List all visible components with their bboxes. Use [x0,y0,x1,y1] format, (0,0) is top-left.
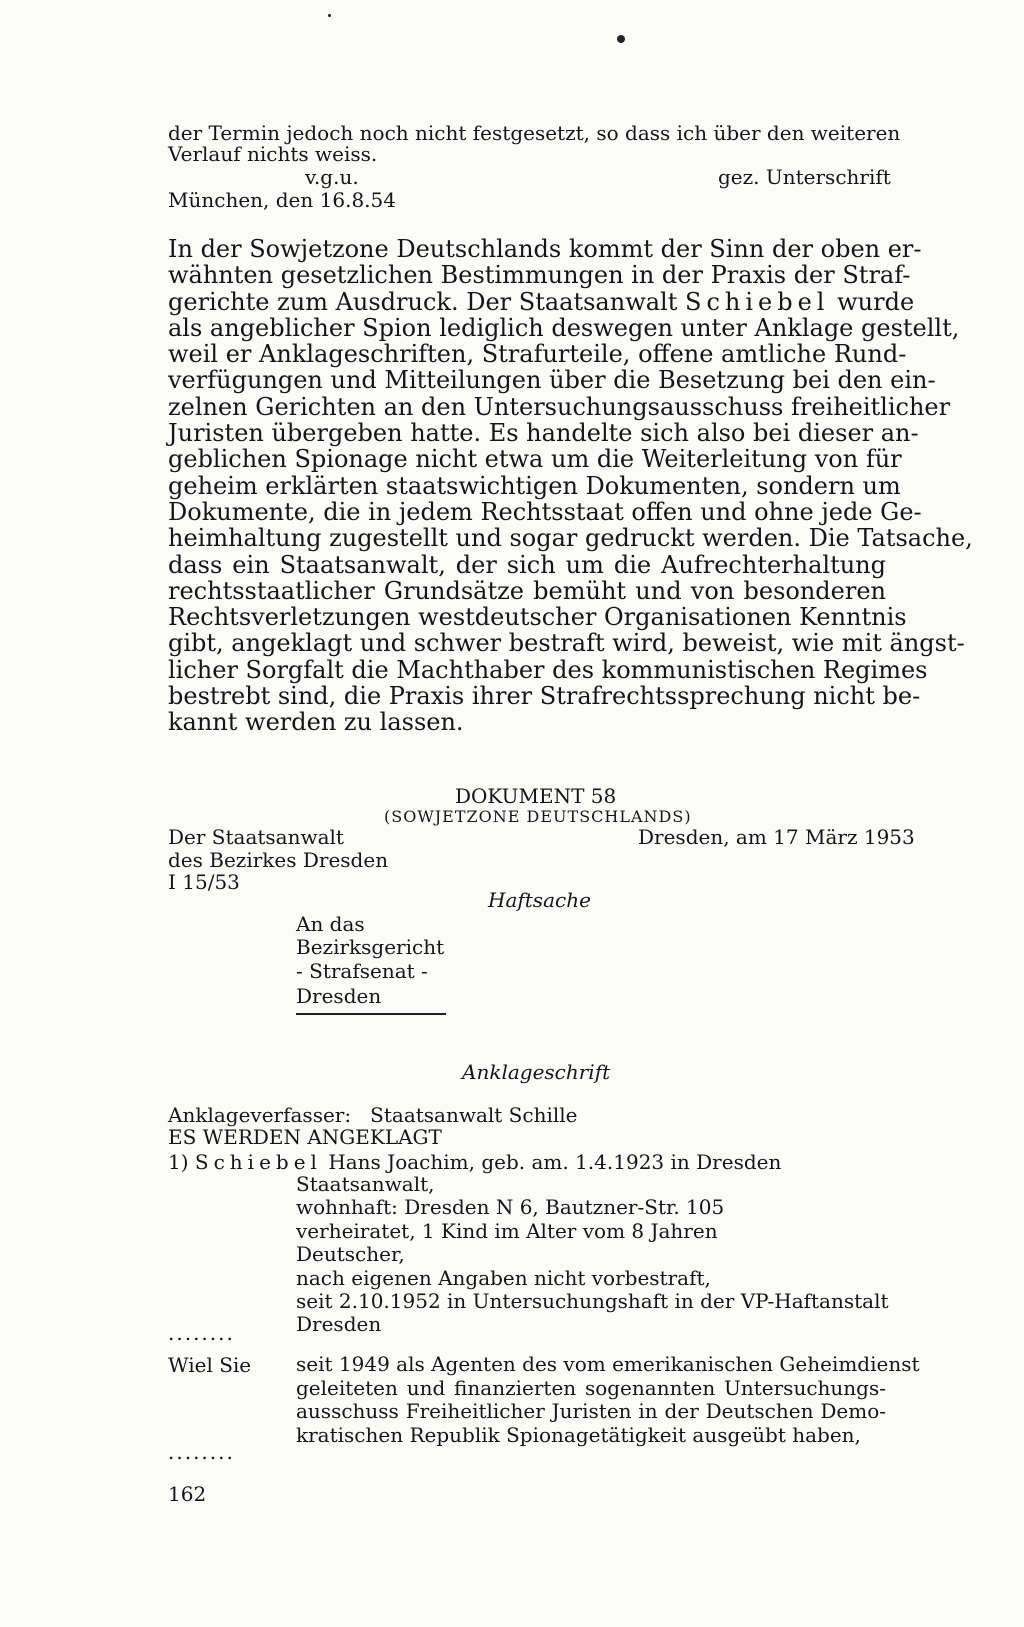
author-line: Anklageverfasser: Staatsanwalt Schille [168,1103,578,1127]
commentary-line: weil er Anklageschriften, Strafurteile, offene amtliche Rund- [168,340,907,369]
ink-speck [328,14,331,17]
commentary-line: verfügungen und Mitteilungen über die Besetzung bei den ein- [168,366,936,395]
ellipsis: ........ [168,1440,235,1464]
commentary-line: dass ein Staatsanwalt, der sich um die Aufrechterhaltung [168,550,886,579]
detail-line: Dresden [296,1312,382,1337]
commentary-line: zelnen Gerichten an den Untersuchungsausschuss freiheitlicher [168,392,951,421]
commentary-fragment: gerichte zum Ausdruck. Der Staatsanwalt [168,287,678,316]
commentary-line: gibt, angeklagt und schwer bestraft wird, beweist, wie mit ängst- [168,629,965,658]
detail-line: verheiratet, 1 Kind im Alter vom 8 Jahren [296,1218,718,1243]
commentary-line: geblichen Spionage nicht etwa um die Weiterleitung von für [168,445,902,474]
defendant-info: Hans Joachim, geb. am. 1.4.1923 in Dresden [328,1150,782,1174]
document-date: Dresden, am 17 März 1953 [638,825,915,849]
detail-line: Staatsanwalt, [296,1172,435,1196]
detail-line: wohnhaft: Dresden N 6, Bautzner-Str. 105 [296,1195,725,1220]
wiel-label: Wiel Sie [168,1353,252,1377]
letter-line: Verlauf nichts weiss. [168,142,378,166]
signature: gez. Unterschrift [718,165,891,189]
defendant-details [296,1173,889,1337]
wiel-line: kratischen Republik Spionagetätigkeit ausgeübt haben, [296,1422,861,1447]
commentary-line: bestrebt sind, die Praxis ihrer Strafrechtssprechung nicht be- [168,682,921,711]
charged-heading: ES WERDEN ANGEKLAGT [168,1125,442,1149]
wiel-line: geleiteten und finanzierten sogenannten Untersuchungs- [296,1375,886,1400]
commentary-paragraph [168,235,973,737]
spaced-name: Schiebel [685,287,830,316]
detail-line: Deutscher, [296,1242,405,1267]
recipient-line: - Strafsenat - [296,959,428,983]
document-subtitle: (SOWJETZONE DEUTSCHLANDS) [384,807,692,826]
commentary-line: Juristen übergeben hatte. Es handelte sich also bei dieser an- [168,419,919,448]
recipient-line: An das [296,912,365,936]
commentary-line-with-name [168,287,915,316]
ink-speck [617,35,625,43]
ellipsis: ........ [168,1321,235,1345]
wiel-block [296,1352,920,1447]
letter-line: der Termin jedoch noch nicht festgesetzt, so dass ich über den weiteren [168,121,901,145]
wiel-line: ausschuss Freiheitlicher Juristen in der Deutschen Demo- [296,1399,886,1423]
commentary-line: wähnten gesetzlichen Bestimmungen in der Praxis der Straf- [168,261,911,290]
commentary-line-last: kannt werden zu lassen. [168,708,464,737]
defendant-line [168,1150,781,1175]
sender-reference: I 15/53 [168,870,240,894]
sender-line: Der Staatsanwalt [168,825,344,849]
page-number: 162 [168,1482,207,1506]
document-title: DOKUMENT 58 [455,784,617,808]
commentary-line: Rechtsverletzungen westdeutscher Organisationen Kenntnis [168,603,907,632]
place-date: München, den 16.8.54 [168,188,396,212]
commentary-line: In der Sowjetzone Deutschlands kommt der Sinn der oben er- [168,235,922,263]
sender-line: des Bezirkes Dresden [168,848,389,872]
commentary-line: rechtsstaatlicher Grundsätze bemüht und von besonderen [168,576,886,605]
defendant-number: 1) [168,1150,189,1174]
commentary-line: Dokumente, die in jedem Rechtsstaat offen und ohne jede Ge- [168,497,922,526]
case-type: Haftsache [488,888,591,912]
vgu-mark: v.g.u. [305,165,359,189]
recipient-line: Dresden [296,984,382,1008]
detail-line: nach eigenen Angaben nicht vorbestraft, [296,1265,711,1290]
commentary-line: geheim erklärten staatswichtigen Dokumenten, sondern um [168,471,901,500]
recipient-line: Bezirksgericht [296,935,445,959]
recipient-underline [296,1013,446,1015]
detail-line: seit 2.10.1952 in Untersuchungshaft in der VP-Haftanstalt [296,1289,889,1314]
commentary-line: licher Sorgfalt die Machthaber des kommunistischen Regimes [168,655,928,684]
commentary-line: heimhaltung zugestellt und sogar gedruckt werden. Die Tatsache, [168,524,973,553]
wiel-line: seit 1949 als Agenten des vom emerikanischen Geheimdienst [296,1352,920,1376]
defendant-name: Schiebel [194,1150,322,1174]
commentary-fragment: wurde [837,287,915,316]
commentary-line: als angeblicher Spion lediglich deswegen unter Anklage gestellt, [168,313,960,342]
document-heading: Anklageschrift [462,1060,611,1084]
